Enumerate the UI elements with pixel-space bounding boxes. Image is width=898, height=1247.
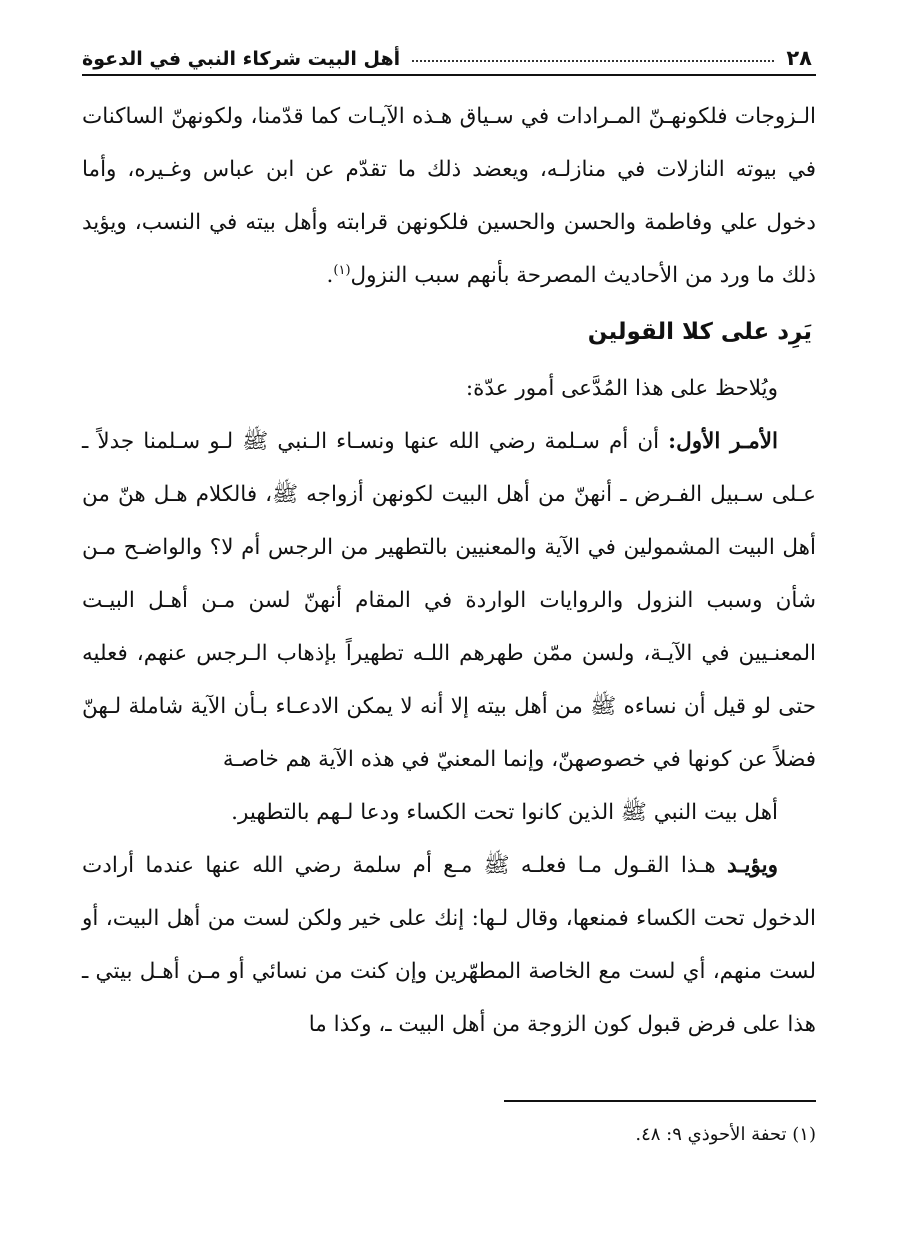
book-page: [82, 30, 816, 1220]
paragraph-3: [82, 415, 816, 786]
section-heading: يَرِد على كلا القولين: [587, 319, 812, 345]
running-header: [82, 30, 816, 76]
footnote-reference: (١): [333, 262, 351, 278]
paragraph-3-lead: الأمـر الأول:: [668, 429, 778, 454]
footnote-divider: [504, 1100, 816, 1102]
paragraph-2: ويُلاحظ على هذا المُدَّعى أمور عدّة:: [465, 376, 778, 401]
paragraph-1: [82, 90, 816, 302]
footnote: (١) تحفة الأحوذي ٩: ٤٨.: [635, 1124, 816, 1145]
paragraph-5: [82, 839, 816, 1051]
paragraph-1-text: الـزوجات فلكونهـنّ المـرادات في سـياق هـذه الآيـات كما قدّمنا، ولكونهنّ الساكنات في بيوته النازلات في منازلـه، ويعضد ذلك ما تقدّم عن ابن عباس وغـيره، وأما دخول علي وفاطمة والحسن والحسين فلكونهن قرابته وأهل بيته في النسب، ويؤيد ذلك ما ورد من الأحاديث المصرحة بأنهم سبب النزول: [82, 104, 816, 288]
page-number: ٢٨: [786, 46, 812, 70]
paragraph-5-text: هـذا القـول مـا فعلـه ﷺ مـع أم سلمة رضي الله عنها عندما أرادت الدخول تحت الكساء فمنعها، وقال لـها: إنك على خير ولكن لست من أهل البيت، أو لست منهم، أي لست مع الخاصة المطهّرين وإن كنت من نسائي أو مـن أهـل بيتي ـ هذا على فرض قبول كون الزوجة من أهل البيت ـ، وكذا ما: [82, 853, 816, 1037]
running-title: أهل البيت شركاء النبي في الدعوة: [82, 48, 401, 70]
header-dot-leader: [412, 60, 774, 62]
paragraph-1-end: .: [326, 263, 334, 288]
paragraph-4: أهل بيت النبي ﷺ الذين كانوا تحت الكساء ودعا لـهم بالتطهير.: [231, 800, 778, 825]
body-text: [82, 90, 816, 1051]
paragraph-5-lead: ويؤيـد: [726, 853, 778, 878]
paragraph-3-text: أن أم سـلمة رضي الله عنها ونسـاء الـنبي ﷺ لـو سـلمنا جدلاً ـ عـلى سـبيل الفـرض ـ أنهنّ من أهل البيت لكونهن أزواجه ﷺ، فالكلام هـل هنّ من أهل البيت المشمولين في الآية والمعنيين بالتطهير من الرجس أم لا؟ والواضـح مـن شأن وسبب النزول والروايات الواردة في المقام أنهنّ لسن مـن أهـل البيـت المعنـيين في الآيـة، ولسن ممّن طهرهم اللـه تطهيراً بإذهاب الـرجس عنهم، فعليه حتى لو قيل أن نساءه ﷺ من أهل بيته إلا أنه لا يمكن الادعـاء بـأن الآية شاملة لـهنّ فضلاً عن كونها في خصوصهنّ، وإنما المعنيّ في هذه الآية هم خاصـة: [82, 429, 816, 772]
